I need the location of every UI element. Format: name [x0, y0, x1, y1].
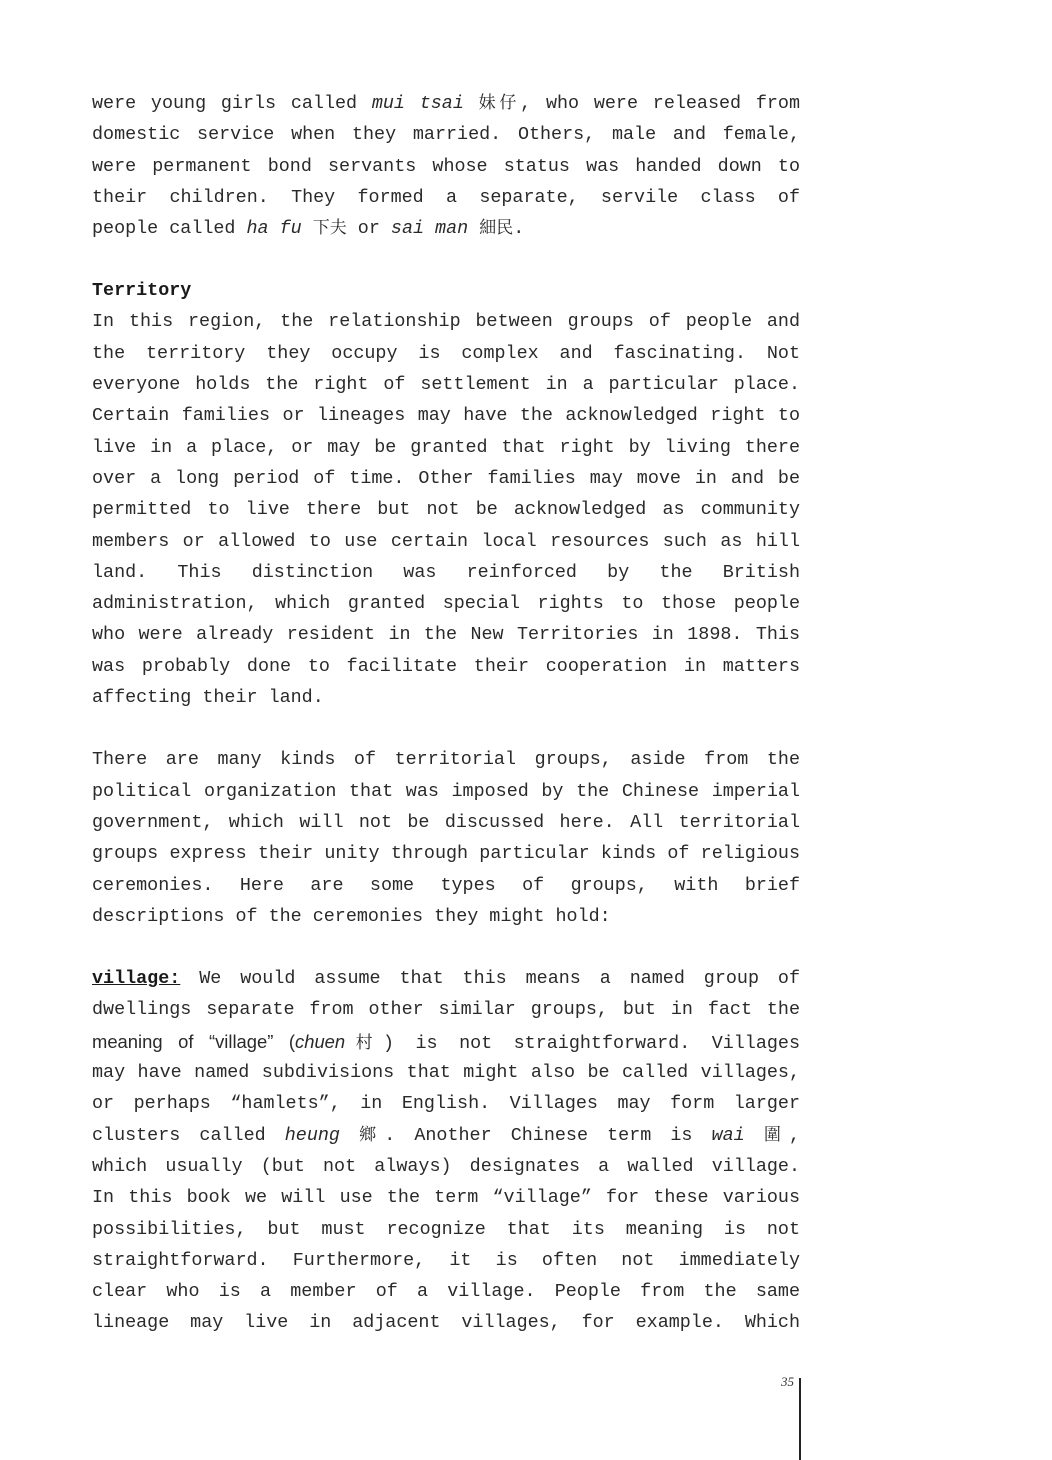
text-run: or — [346, 218, 391, 240]
text-line: possibilities, but must recognize that its meaning is not — [92, 1218, 800, 1240]
text-line — [92, 1026, 800, 1057]
text-line: domestic service when they married. Others, male and female, — [92, 124, 800, 146]
text-line: live in a place, or may be granted that right by living there — [92, 436, 800, 458]
paragraph-territory — [92, 306, 800, 713]
text-line: In this book we will use the term “village” for these various — [92, 1187, 800, 1209]
text-line: descriptions of the ceremonies they might hold: — [92, 905, 611, 927]
chinese-characters: 妹仔 — [478, 93, 521, 113]
text-line: government, which will not be discussed here. All territorial — [92, 811, 800, 833]
chinese-characters: 村 — [345, 1032, 384, 1053]
text-line: There are many kinds of territorial groups, aside from the — [92, 749, 800, 771]
text-line: land. This distinction was reinforced by the British — [92, 561, 800, 583]
paragraph-servants — [92, 88, 800, 244]
paragraph-spacer — [92, 932, 800, 963]
romanized-term: sai man — [390, 218, 469, 240]
chinese-characters: 下夫 — [312, 218, 347, 239]
paragraph-territorial-groups — [92, 744, 800, 932]
text-line: everyone holds the right of settlement in a particular place. — [92, 374, 800, 396]
document-page — [92, 88, 800, 1339]
text-line: administration, which granted special rights to those people — [92, 593, 800, 615]
text-line: who were already resident in the New Territories in 1898. This — [92, 624, 800, 646]
text-line — [92, 88, 800, 119]
text-line: their children. They formed a separate, servile class of — [92, 186, 800, 208]
text-line: or perhaps “hamlets”, in English. Villages may form larger — [92, 1093, 800, 1115]
text-run: , — [788, 1124, 800, 1146]
text-line: affecting their land. — [92, 687, 324, 709]
text-line: which usually (but not always) designates a walled village. — [92, 1155, 800, 1177]
text-line: political organization that was imposed by the Chinese imperial — [92, 780, 800, 802]
text-line: In this region, the relationship between groups of people and — [92, 311, 800, 333]
text-line: may have named subdivisions that might also be called villages, — [92, 1062, 800, 1084]
text-run: were young girls called — [92, 93, 372, 114]
text-run: We would assume that this means a named group of — [180, 968, 800, 990]
paragraph-spacer — [92, 244, 800, 275]
text-run: ) is not straightforward. Villages — [383, 1032, 800, 1054]
text-run: meaning of “village” ( — [92, 1030, 296, 1052]
text-line: ceremonies. Here are some types of groups, with brief — [92, 874, 800, 896]
text-line — [92, 963, 800, 994]
text-line: permitted to live there but not be acknowledged as community — [92, 499, 800, 521]
page-number: 35 — [781, 1374, 794, 1389]
text-line: Certain families or lineages may have the acknowledged right to — [92, 405, 800, 427]
text-run: people called — [92, 218, 247, 240]
text-run: , who were released from — [520, 93, 800, 114]
text-line — [92, 1120, 800, 1151]
text-run: clusters called — [92, 1124, 285, 1146]
romanized-term: ha fu — [246, 218, 302, 240]
text-line: members or allowed to use certain local resources such as hill — [92, 530, 800, 552]
text-line — [92, 213, 800, 244]
defined-term-village: village: — [92, 968, 181, 990]
text-line: clear who is a member of a village. People from the same — [92, 1281, 800, 1303]
romanized-term: heung — [284, 1124, 340, 1146]
text-line: were permanent bond servants whose status was handed down to — [92, 155, 800, 177]
text-line: groups express their unity through particular kinds of religious — [92, 843, 800, 865]
chinese-characters: 細民 — [479, 218, 514, 239]
page-number-rule — [799, 1378, 801, 1460]
text-line: over a long period of time. Other families may move in and be — [92, 467, 800, 489]
text-line: straightforward. Furthermore, it is often not immediately — [92, 1249, 800, 1271]
chinese-characters: 鄉 — [359, 1124, 385, 1145]
romanized-term: chuen — [295, 1030, 346, 1052]
romanized-term: wai — [711, 1124, 745, 1146]
paragraph-village — [92, 963, 800, 1339]
section-heading-territory: Territory — [92, 280, 192, 302]
text-line: dwellings separate from other similar groups, but in fact the — [92, 999, 800, 1021]
paragraph-spacer — [92, 713, 800, 744]
text-run: . Another Chinese term is — [384, 1124, 712, 1146]
text-line: lineage may live in adjacent villages, for example. Which — [92, 1312, 800, 1334]
chinese-characters: 圍 — [763, 1124, 789, 1145]
text-line: the territory they occupy is complex and fascinating. Not — [92, 342, 800, 364]
text-run: . — [513, 218, 525, 240]
romanized-term: mui tsai — [371, 93, 464, 114]
text-line: was probably done to facilitate their cooperation in matters — [92, 655, 800, 677]
